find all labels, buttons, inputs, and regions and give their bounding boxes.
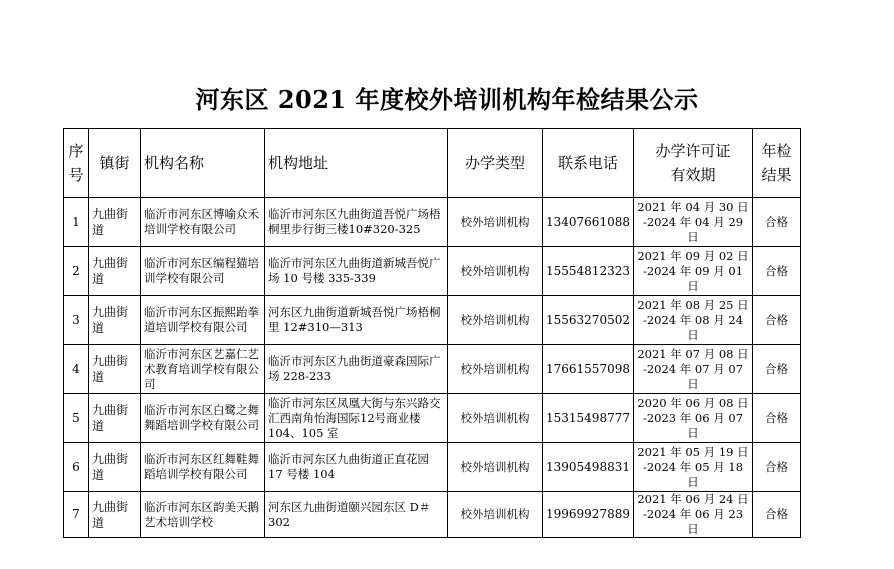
cell-name: 临沂市河东区振熙跆拳道培训学校有限公司 xyxy=(141,296,265,345)
cell-town: 九曲街道 xyxy=(89,198,141,247)
cell-validity: 2021 年 06 月 24 日 -2024 年 06 月 23 日 xyxy=(634,492,753,538)
cell-seq: 2 xyxy=(64,247,89,296)
cell-phone: 15554812323 xyxy=(543,247,634,296)
cell-phone: 15563270502 xyxy=(543,296,634,345)
cell-town: 九曲街道 xyxy=(89,492,141,538)
cell-name: 临沂市河东区韵美天鹅艺术培训学校 xyxy=(141,492,265,538)
cell-address: 河东区九曲街道新城吾悦广场梧桐里 12#310—313 xyxy=(265,296,448,345)
cell-type: 校外培训机构 xyxy=(448,443,543,492)
table-row xyxy=(64,345,801,394)
cell-address: 河东区九曲街道颐兴园东区 D＃302 xyxy=(265,492,448,538)
cell-seq: 6 xyxy=(64,443,89,492)
cell-type: 校外培训机构 xyxy=(448,198,543,247)
table-row xyxy=(64,492,801,538)
cell-town: 九曲街道 xyxy=(89,345,141,394)
cell-result: 合格 xyxy=(753,198,801,247)
cell-validity: 2021 年 09 月 02 日 -2024 年 09 月 01 日 xyxy=(634,247,753,296)
cell-town: 九曲街道 xyxy=(89,394,141,443)
cell-result: 合格 xyxy=(753,345,801,394)
cell-validity: 2021 年 08 月 25 日 -2024 年 08 月 24 日 xyxy=(634,296,753,345)
cell-address: 临沂市河东区九曲街道正直花园 17 号楼 104 xyxy=(265,443,448,492)
cell-type: 校外培训机构 xyxy=(448,247,543,296)
cell-town: 九曲街道 xyxy=(89,443,141,492)
cell-result: 合格 xyxy=(753,296,801,345)
header-result: 年检 结果 xyxy=(753,129,801,198)
cell-name: 临沂市河东区红舞鞋舞蹈培训学校有限公司 xyxy=(141,443,265,492)
page-title: 河东区 2021 年度校外培训机构年检结果公示 xyxy=(195,85,699,114)
cell-name: 临沂市河东区艺嘉仁艺术教育培训学校有限公司 xyxy=(141,345,265,394)
cell-type: 校外培训机构 xyxy=(448,492,543,538)
table-row xyxy=(64,443,801,492)
header-seq: 序 号 xyxy=(64,129,89,198)
cell-name: 临沂市河东区白鹭之舞舞蹈培训学校有限公司 xyxy=(141,394,265,443)
table-row xyxy=(64,247,801,296)
cell-type: 校外培训机构 xyxy=(448,394,543,443)
cell-phone: 17661557098 xyxy=(543,345,634,394)
cell-seq: 7 xyxy=(64,492,89,538)
table-header-row xyxy=(64,129,801,198)
cell-validity: 2020 年 06 月 08 日 -2023 年 06 月 07 日 xyxy=(634,394,753,443)
cell-type: 校外培训机构 xyxy=(448,296,543,345)
cell-name: 临沂市河东区编程猫培训学校有限公司 xyxy=(141,247,265,296)
cell-validity: 2021 年 07 月 08 日 -2024 年 07 月 07 日 xyxy=(634,345,753,394)
cell-address: 临沂市河东区九曲街道豪森国际广场 228-233 xyxy=(265,345,448,394)
cell-seq: 5 xyxy=(64,394,89,443)
inspection-results-table xyxy=(63,128,801,538)
cell-validity: 2021 年 05 月 19 日 -2024 年 05 月 18 日 xyxy=(634,443,753,492)
cell-type: 校外培训机构 xyxy=(448,345,543,394)
header-validity: 办学许可证 有效期 xyxy=(634,129,753,198)
cell-validity: 2021 年 04 月 30 日 -2024 年 04 月 29 日 xyxy=(634,198,753,247)
cell-town: 九曲街道 xyxy=(89,296,141,345)
header-type: 办学类型 xyxy=(448,129,543,198)
cell-result: 合格 xyxy=(753,443,801,492)
cell-result: 合格 xyxy=(753,247,801,296)
cell-seq: 1 xyxy=(64,198,89,247)
cell-address: 临沂市河东区九曲街道新城吾悦广场 10 号楼 335-339 xyxy=(265,247,448,296)
cell-seq: 4 xyxy=(64,345,89,394)
cell-result: 合格 xyxy=(753,394,801,443)
cell-seq: 3 xyxy=(64,296,89,345)
cell-town: 九曲街道 xyxy=(89,247,141,296)
cell-name: 临沂市河东区博喻众禾培训学校有限公司 xyxy=(141,198,265,247)
cell-address: 临沂市河东区九曲街道吾悦广场梧桐里步行街三楼10#320-325 xyxy=(265,198,448,247)
table-row xyxy=(64,296,801,345)
header-name: 机构名称 xyxy=(141,129,265,198)
table-row xyxy=(64,394,801,443)
header-address: 机构地址 xyxy=(265,129,448,198)
cell-phone: 13407661088 xyxy=(543,198,634,247)
header-town: 镇街 xyxy=(89,129,141,198)
cell-phone: 13905498831 xyxy=(543,443,634,492)
table-row xyxy=(64,198,801,247)
table-body xyxy=(64,198,801,538)
cell-address: 临沂市河东区凤凰大街与东兴路交汇西南角怡海国际12号商业楼 104、105 室 xyxy=(265,394,448,443)
cell-phone: 19969927889 xyxy=(543,492,634,538)
header-phone: 联系电话 xyxy=(543,129,634,198)
cell-phone: 15315498777 xyxy=(543,394,634,443)
cell-result: 合格 xyxy=(753,492,801,538)
